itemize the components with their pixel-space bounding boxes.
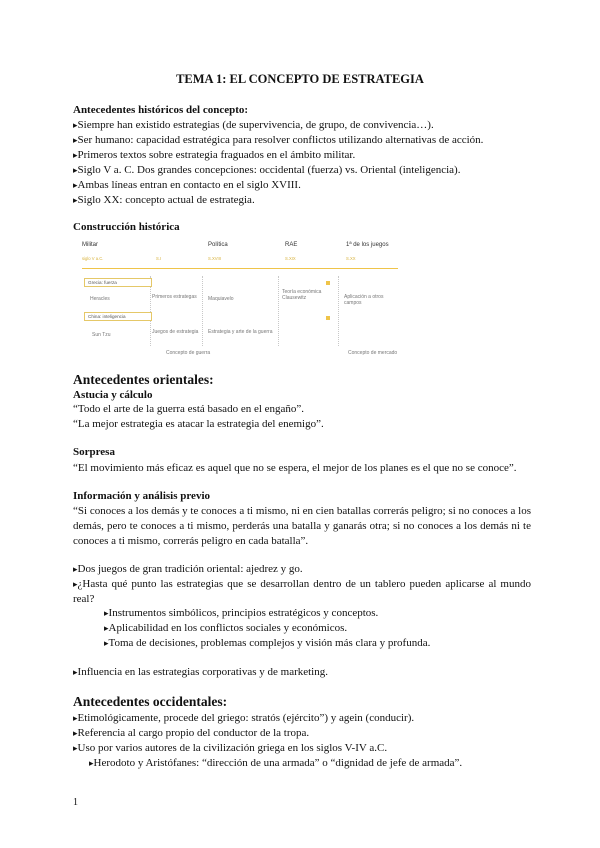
diagram-marker — [326, 281, 330, 285]
list-item: ▸ Primeros textos sobre estrategia fraguados en el ámbito militar. — [73, 148, 355, 163]
diagram-text: Heracles — [90, 296, 110, 302]
column-divider — [338, 276, 339, 346]
diagram-period: S.XVIII — [208, 256, 222, 261]
historical-diagram — [80, 236, 400, 362]
sub-list-item: ▸ Instrumentos simbólicos, principios estratégicos y conceptos. — [104, 606, 378, 621]
diagram-column-label: RAE — [285, 242, 298, 248]
diagram-period: S.I — [156, 256, 162, 261]
list-item: ▸ Dos juegos de gran tradición oriental: ajedrez y go. — [73, 562, 303, 577]
list-item: ▸ Ambas líneas entran en contacto en el siglo XVIII. — [73, 178, 301, 193]
diagram-column-label: Política — [208, 242, 228, 248]
list-item: ▸ Uso por varios autores de la civilización griega en los siglos V-IV a.C. — [73, 741, 387, 756]
diagram-text: Teoría económica Clausewitz — [282, 289, 322, 301]
list-item: ▸ Ser humano: capacidad estratégica para resolver conflictos utilizando alternativas de acción. — [73, 133, 483, 148]
sub-list-item: ▸ Aplicabilidad en los conflictos sociales y económicos. — [104, 621, 347, 636]
construction-heading: Construcción histórica — [73, 221, 180, 233]
sub-list-item: ▸ Herodoto y Aristófanes: “dirección de una armada” o “dignidad de jefe de armada”. — [89, 756, 462, 771]
diagram-marker — [326, 316, 330, 320]
sub-list-item: ▸ Toma de decisiones, problemas complejos y visión más clara y profunda. — [104, 636, 430, 651]
quote-text: “El movimiento más eficaz es aquel que no se espera, el mejor de los planes es el que no se conoce”. — [73, 462, 517, 474]
diagram-box-china: China: inteligencia — [84, 312, 152, 321]
list-item: ▸ Etimológicamente, procede del griego: stratós (ejército”) y agein (conducir). — [73, 711, 414, 726]
diagram-period: S.XIX — [285, 256, 296, 261]
diagram-period: siglo V a.C. — [82, 256, 104, 261]
column-divider — [202, 276, 203, 346]
quote-paragraph: “Si conoces a los demás y te conoces a ti mismo, ni en cien batallas correrás peligro; si no conoces a los demás, pero te conoces a ti mismo, perderás una batalla y ganarás otra; si no conoces a los demás ni te conoces a ti mismo, correrás peligro en cada batalla”. — [73, 505, 531, 547]
diagram-period: S.XX — [346, 256, 356, 261]
diagram-column-label: Militar — [82, 242, 98, 248]
list-item: ▸ ¿Hasta qué punto las estrategias que se desarrollan dentro de un tablero pueden aplicarse al mundo real? — [73, 577, 531, 607]
informacion-heading: Información y análisis previo — [73, 490, 211, 502]
diagram-text: Estrategia y arte de la guerra — [208, 329, 273, 335]
list-item: ▸ Influencia en las estrategias corporativas y de marketing. — [73, 665, 328, 680]
historical-heading: Antecedentes históricos del concepto: — [73, 104, 249, 116]
sorpresa-heading: Sorpresa — [73, 446, 115, 458]
page-number: 1 — [73, 797, 78, 808]
list-item: ▸ Siglo XX: concepto actual de estrategia. — [73, 193, 255, 208]
diagram-text: Aplicación a otros campos — [344, 294, 384, 306]
column-divider — [278, 276, 279, 346]
list-item: ▸ Siempre han existido estrategias (de supervivencia, de grupo, de convivencia…). — [73, 118, 434, 133]
diagram-column-label: 1ª de los juegos — [346, 242, 389, 248]
list-item: ▸ Referencia al cargo propio del conductor de la tropa. — [73, 726, 309, 741]
eastern-heading: Antecedentes orientales: — [73, 372, 214, 387]
western-heading: Antecedentes occidentales: — [73, 694, 228, 709]
quote-text: “Todo el arte de la guerra está basado en el engaño”. — [73, 403, 305, 415]
diagram-text: Primeros estrategas — [152, 294, 197, 300]
diagram-text: Juegos de estrategia — [152, 329, 199, 335]
diagram-bottom-label: Concepto de mercado — [348, 350, 398, 356]
diagram-text: Maquiavelo — [208, 296, 234, 302]
diagram-box-greece: Grecia: fuerza — [84, 278, 152, 287]
list-item: ▸ Siglo V a. C. Dos grandes concepciones: occidental (fuerza) vs. Oriental (inteligencia). — [73, 163, 460, 178]
timeline-axis — [82, 268, 398, 269]
diagram-bottom-label: Concepto de guerra — [166, 350, 211, 356]
page-title: TEMA 1: EL CONCEPTO DE ESTRATEGIA — [176, 72, 424, 86]
diagram-text: Sun Tzu — [92, 332, 111, 338]
quote-text: “La mejor estrategia es atacar la estrategia del enemigo”. — [73, 418, 324, 430]
astucia-heading: Astucia y cálculo — [73, 389, 153, 401]
